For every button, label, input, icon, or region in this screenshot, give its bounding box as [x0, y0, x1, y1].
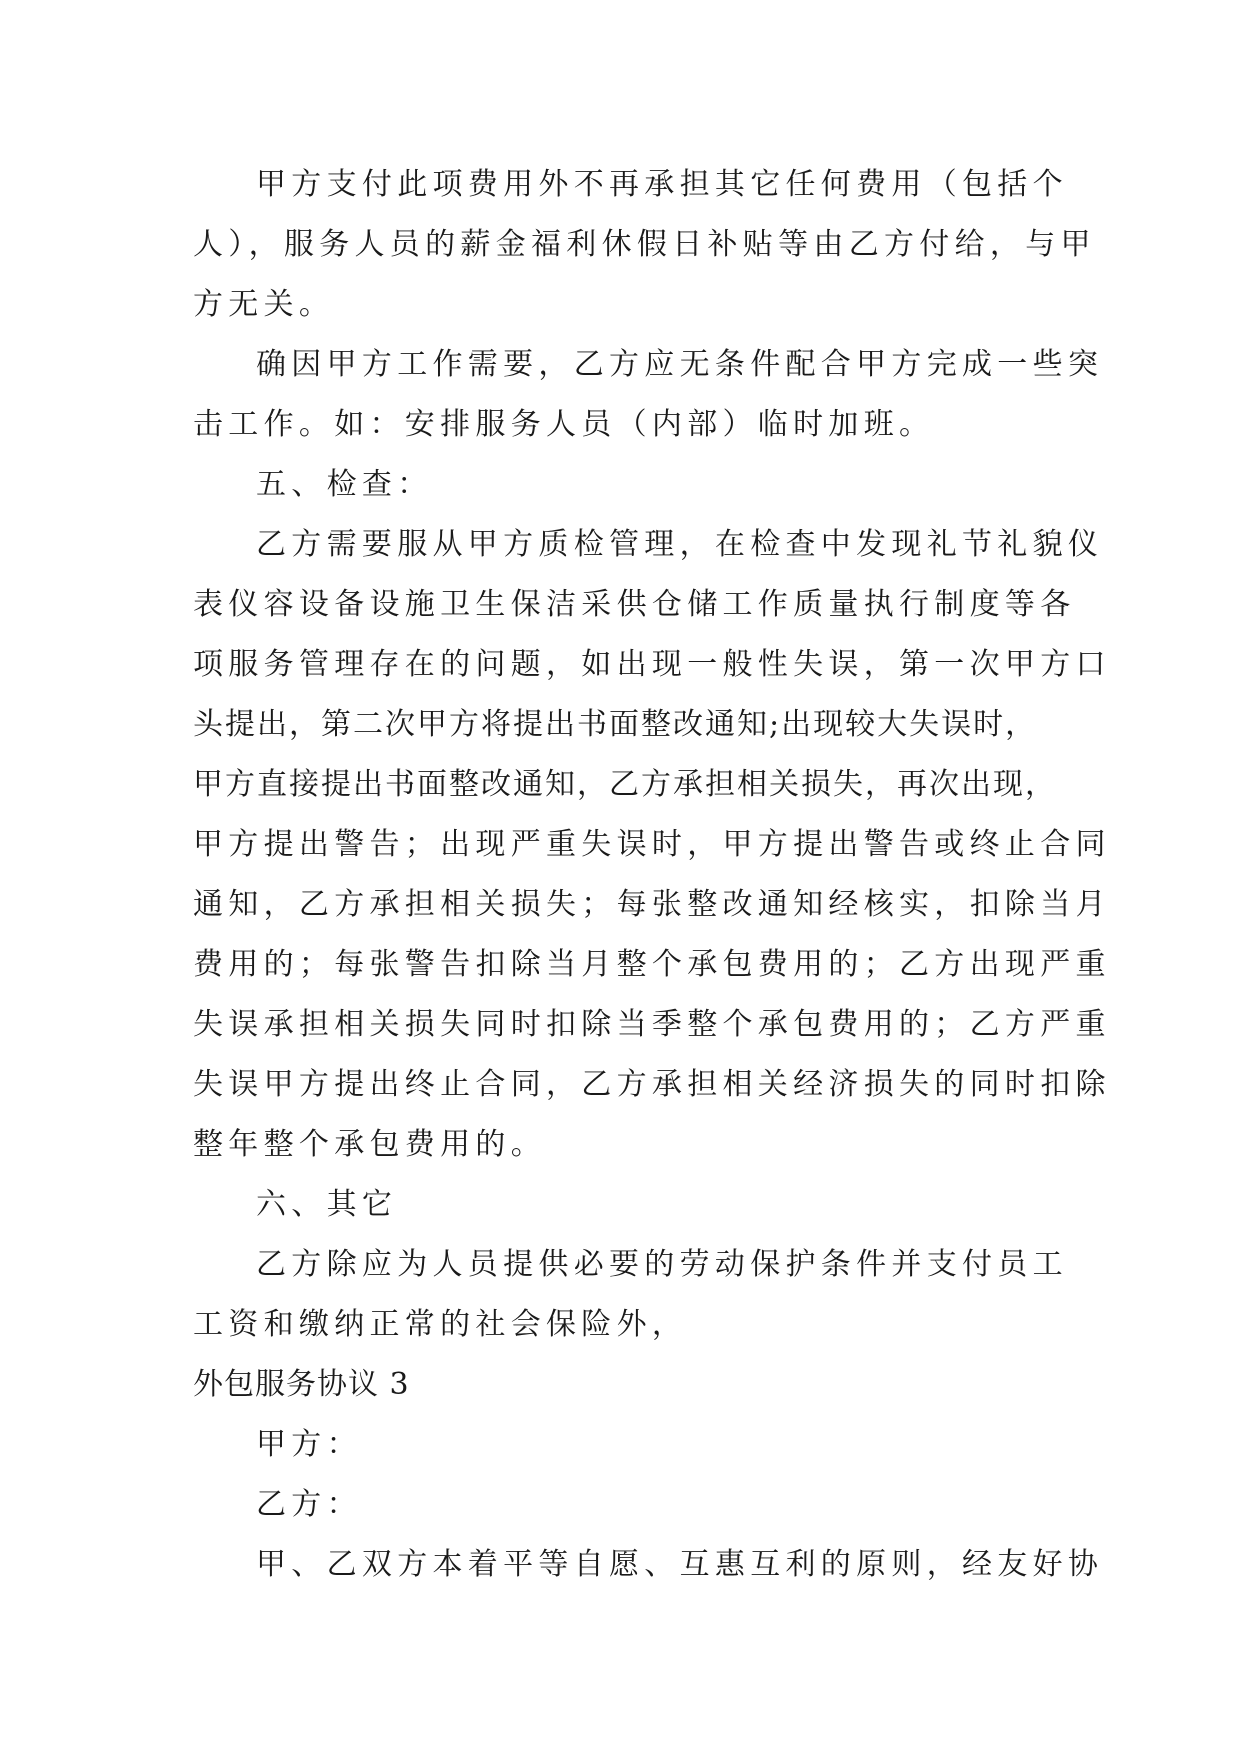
party-a-line: 甲方：: [256, 1427, 362, 1462]
paragraph-line: 项服务管理存在的问题，如出现一般性失误，第一次甲方口: [193, 647, 1111, 682]
paragraph-line: 通知，乙方承担相关损失；每张整改通知经核实，扣除当月: [193, 887, 1111, 922]
section-heading: 六、其它: [256, 1187, 398, 1222]
paragraph-line: 甲方直接提出书面整改通知，乙方承担相关损失，再次出现，: [193, 767, 1057, 802]
party-b-line: 乙方：: [256, 1487, 362, 1522]
paragraph-line: 乙方除应为人员提供必要的劳动保护条件并支付员工: [256, 1247, 1068, 1282]
paragraph-line: 费用的；每张警告扣除当月整个承包费用的；乙方出现严重: [193, 947, 1111, 982]
paragraph-line: 工资和缴纳正常的社会保险外，: [193, 1307, 688, 1342]
paragraph-line: 击工作。如：安排服务人员（内部）临时加班。: [193, 407, 935, 442]
section-heading: 五、检查：: [256, 467, 433, 502]
paragraph-line: 整年整个承包费用的。: [193, 1127, 546, 1162]
paragraph-line: 甲、乙双方本着平等自愿、互惠互利的原则，经友好协: [256, 1547, 1104, 1582]
paragraph-line: 甲方提出警告；出现严重失误时，甲方提出警告或终止合同: [193, 827, 1111, 862]
paragraph-line: 头提出，第二次甲方将提出书面整改通知;出现较大失误时，: [193, 707, 1038, 742]
paragraph-line: 失误甲方提出终止合同，乙方承担相关经济损失的同时扣除: [193, 1067, 1111, 1102]
agreement-title: 外包服务协议 3: [193, 1367, 410, 1402]
paragraph-line: 乙方需要服从甲方质检管理，在检查中发现礼节礼貌仪: [256, 527, 1104, 562]
paragraph-line: 失误承担相关损失同时扣除当季整个承包费用的；乙方严重: [193, 1007, 1111, 1042]
paragraph-line: 甲方支付此项费用外不再承担其它任何费用（包括个: [256, 167, 1068, 202]
paragraph-line: 表仪容设备设施卫生保洁采供仓储工作质量执行制度等各: [193, 587, 1076, 622]
paragraph-line: 方无关。: [193, 287, 335, 322]
paragraph-line: 人），服务人员的薪金福利休假日补贴等由乙方付给，与甲: [193, 227, 1096, 262]
paragraph-line: 确因甲方工作需要，乙方应无条件配合甲方完成一些突: [256, 347, 1104, 382]
